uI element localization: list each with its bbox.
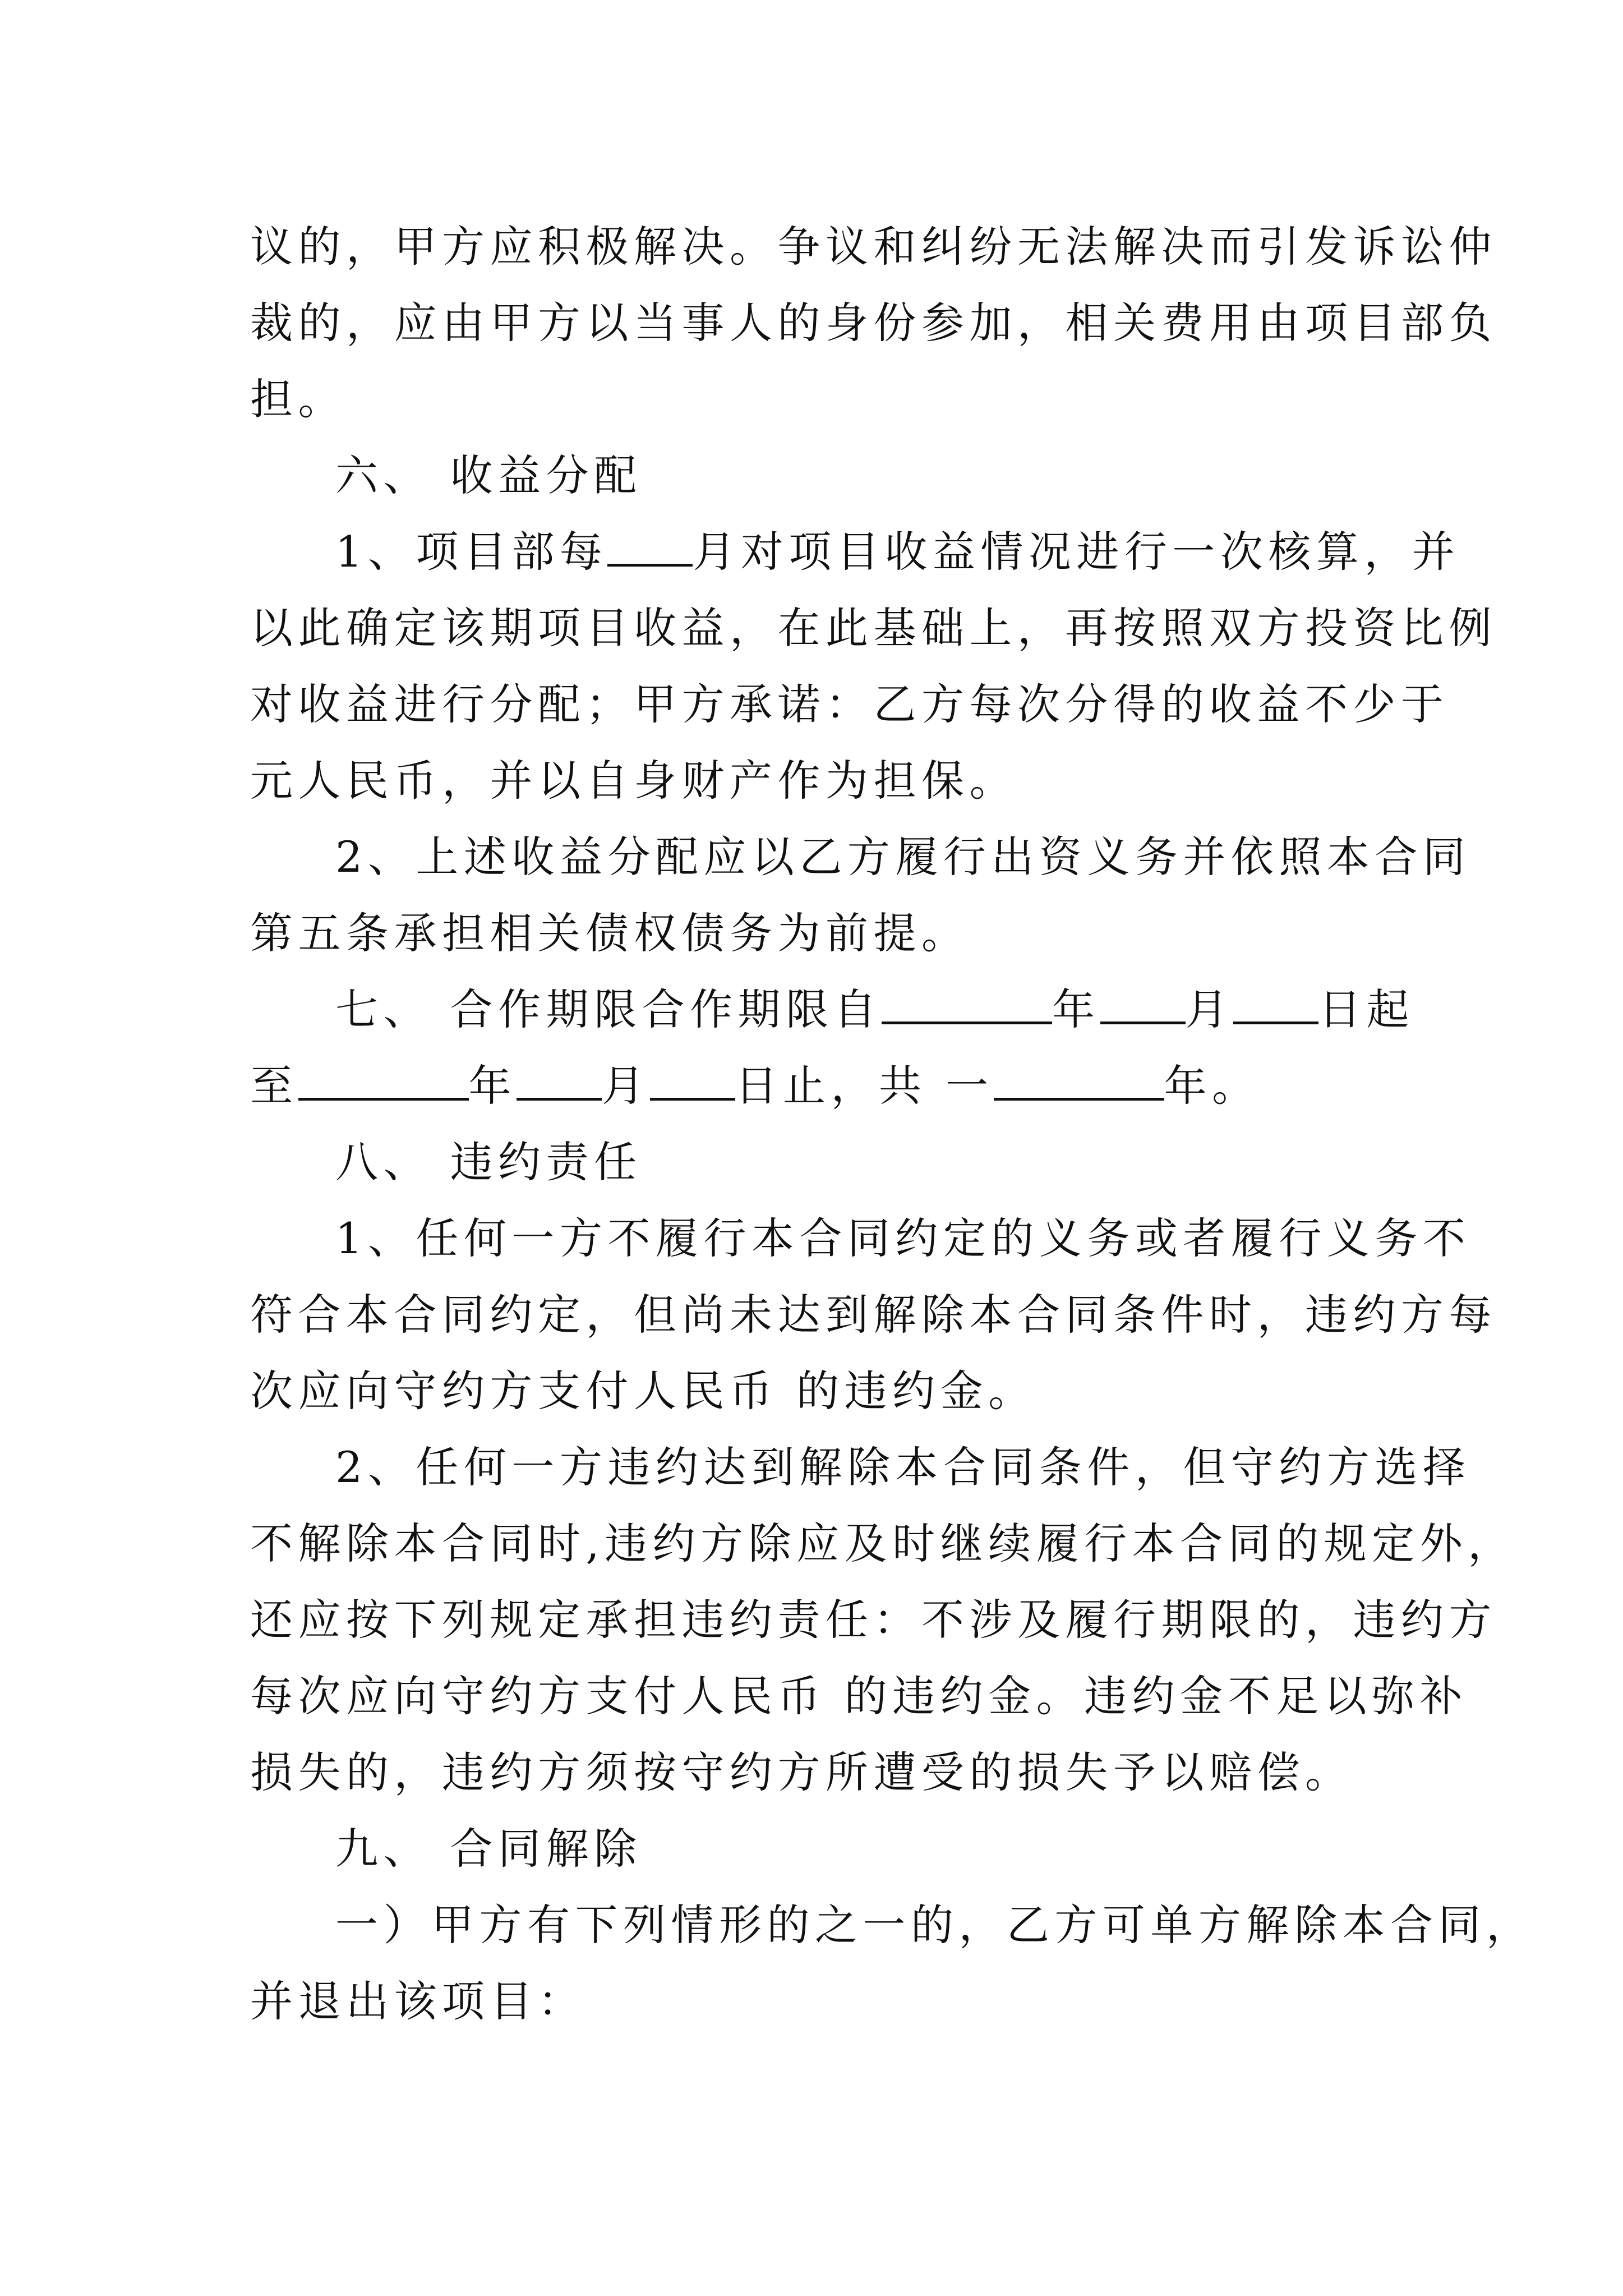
text-line: 还应按下列规定承担违约责任：不涉及履行期限的，违约方 bbox=[250, 1595, 1497, 1645]
text-line: 一）甲方有下列情形的之一的，乙方可单方解除本合同， bbox=[335, 1900, 1534, 1950]
text-line bbox=[250, 514, 1460, 590]
fill-blank bbox=[1100, 987, 1186, 1024]
text-line: 第五条承担相关债权债务为前提。 bbox=[250, 908, 970, 958]
section-heading-6: 六、 收益分配 bbox=[335, 450, 642, 500]
text-line: 1、任何一方不履行本合同约定的义务或者履行义务不 bbox=[335, 1213, 1471, 1263]
section-heading-7 bbox=[250, 972, 1415, 1048]
text-line: 损失的，违约方须按守约方所遭受的损失予以赔偿。 bbox=[250, 1747, 1353, 1797]
text-line: 裁的，应由甲方以当事人的身份参加，相关费用由项目部负 bbox=[250, 298, 1497, 348]
fill-blank bbox=[882, 987, 1052, 1024]
text-segment: 年 bbox=[468, 1061, 517, 1111]
document-body bbox=[250, 209, 1534, 2040]
text-segment: 月 bbox=[1185, 984, 1234, 1034]
text-segment: 月对项目收益情况进行一次核算，并 bbox=[693, 527, 1460, 577]
text-line: 不解除本合同时,违约方除应及时继续履行本合同的规定外， bbox=[250, 1519, 1516, 1568]
fill-blank bbox=[607, 529, 693, 567]
text-segment: 日止，共 一 bbox=[735, 1061, 994, 1111]
section-heading-9: 九、 合同解除 bbox=[335, 1824, 642, 1874]
text-line: 对收益进行分配；甲方承诺：乙方每次分得的收益不少于 bbox=[250, 679, 1449, 729]
text-segment: 七、 合作期限合作期限自 bbox=[335, 984, 882, 1034]
fill-blank bbox=[517, 1063, 602, 1101]
text-line: 2、上述收益分配应以乙方履行出资义务并依照本合同 bbox=[335, 832, 1471, 882]
fill-blank bbox=[650, 1063, 735, 1101]
text-line: 以此确定该期项目收益，在此基础上，再按照双方投资比例 bbox=[250, 603, 1497, 653]
text-segment: 1、项目部每 bbox=[335, 527, 608, 577]
text-line: 担。 bbox=[250, 374, 346, 424]
fill-blank bbox=[298, 1063, 469, 1101]
text-line: 符合本合同约定，但尚未达到解除本合同条件时，违约方每 bbox=[250, 1290, 1497, 1340]
text-segment: 日起 bbox=[1318, 984, 1415, 1034]
text-line: 每次应向守约方支付人民币 的违约金。违约金不足以弥补 bbox=[250, 1671, 1468, 1721]
text-line: 次应向守约方支付人民币 的违约金。 bbox=[250, 1366, 1036, 1416]
fill-blank bbox=[994, 1063, 1164, 1101]
text-line bbox=[250, 1048, 1394, 1124]
text-segment: 至 bbox=[250, 1061, 298, 1111]
text-line: 元人民币，并以自身财产作为担保。 bbox=[250, 756, 1017, 806]
fill-blank bbox=[1233, 987, 1318, 1024]
section-heading-8: 八、 违约责任 bbox=[335, 1137, 642, 1187]
text-line: 议的，甲方应积极解决。争议和纠纷无法解决而引发诉讼仲 bbox=[250, 222, 1497, 272]
text-line: 2、任何一方违约达到解除本合同条件，但守约方选择 bbox=[335, 1442, 1471, 1492]
text-segment: 年 bbox=[1052, 984, 1100, 1034]
text-segment: 月 bbox=[602, 1061, 650, 1111]
text-segment: 年。 bbox=[1164, 1061, 1260, 1111]
text-line: 并退出该项目： bbox=[250, 1976, 586, 2026]
